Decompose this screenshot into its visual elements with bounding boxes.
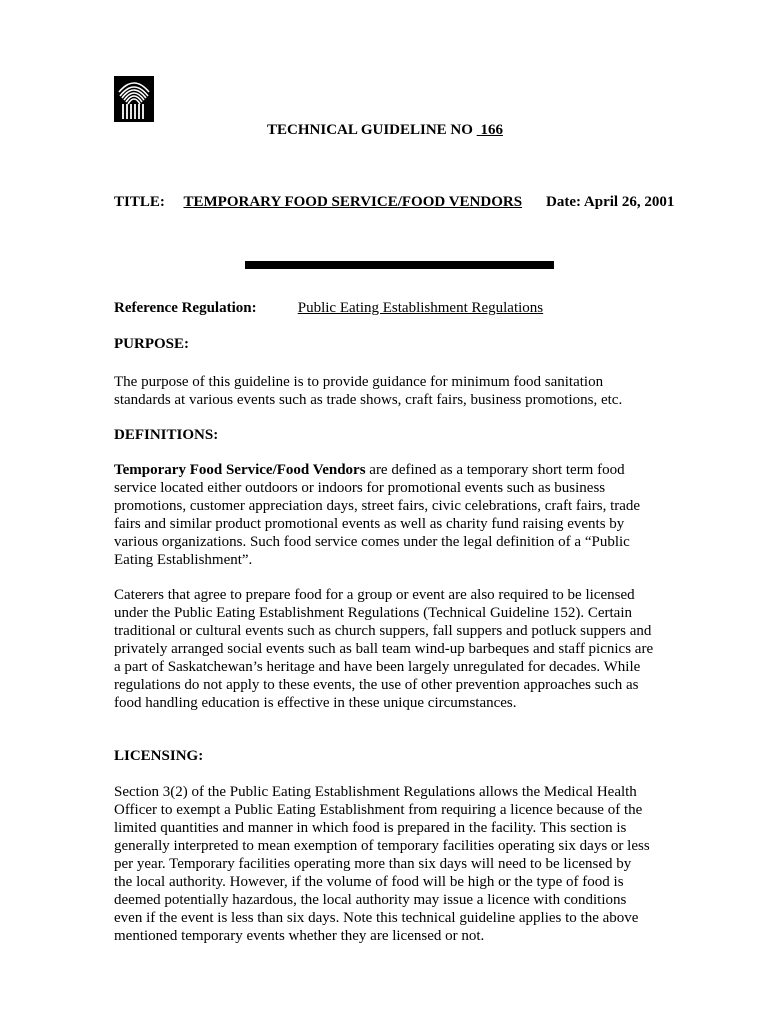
purpose-line: The purpose of this guideline is to provide guidance for minimum food sanitation [114,374,604,390]
caterers-line: traditional or cultural events such as church suppers, fall suppers and potluck suppers and [114,623,652,639]
purpose-heading: PURPOSE: [114,336,189,352]
definitions-first-line-rest: are defined as a temporary short term food [365,462,625,478]
separator-bar [245,261,554,269]
licensing-line: generally interpreted to mean exemption of temporary facilities operating six days or less [114,838,650,854]
definitions-line: various organizations. Such food service comes under the legal definition of a “Public [114,534,630,550]
reference-regulation-row [114,300,543,317]
document-date: Date: April 26, 2001 [546,194,675,210]
guideline-heading [0,122,770,139]
caterers-line: food handling education is effective in these unique circumstances. [114,695,517,711]
definitions-line: service located either outdoors or indoors for promotional events such as business [114,480,606,496]
title-row [114,194,684,211]
definitions-line: promotions, customer appreciation days, street fairs, civic celebrations, craft fairs, trade [114,498,641,514]
licensing-line: per year. Temporary facilities operating more than six days will need to be licensed by [114,856,632,872]
licensing-line: the local authority. However, if the volume of food will be high or the type of food is [114,874,624,890]
caterers-line: Caterers that agree to prepare food for a group or event are also required to be licensed [114,587,635,603]
caterers-line: under the Public Eating Establishment Regulations (Technical Guideline 152). Certain [114,605,632,621]
licensing-line: limited quantities and manner in which food is prepared in the facility. This section is [114,820,627,836]
definitions-line: fairs and similar product promotional events as well as charity fund raising events by [114,516,625,532]
definitions-first-line [114,461,662,479]
licensing-line: mentioned temporary events whether they are licensed or not. [114,928,485,944]
guideline-number: 166 [480,122,503,138]
defined-term: Temporary Food Service/Food Vendors [114,462,366,478]
caterers-line: privately arranged social events such as ball team wind-up barbeques and staff picnics are [114,641,654,657]
document-title: TEMPORARY FOOD SERVICE/FOOD VENDORS [183,194,523,210]
definitions-heading: DEFINITIONS: [114,427,219,443]
definitions-line: Eating Establishment”. [114,552,253,568]
wheat-sheaf-graphic [114,76,154,122]
licensing-line: deemed potentially hazardous, the local authority may issue a licence with conditions [114,892,627,908]
guideline-heading-prefix: TECHNICAL GUIDELINE NO [267,122,473,138]
caterers-line: a part of Saskatchewan’s heritage and have been largely unregulated for decades. While [114,659,641,675]
caterers-paragraph [114,586,662,712]
licensing-paragraph [114,783,662,945]
licensing-heading: LICENSING: [114,748,204,764]
definitions-paragraph [114,461,662,569]
licensing-line: even if the event is less than six days. Note this technical guideline applies to the above [114,910,639,926]
caterers-line: regulations do not apply to these events, the use of other prevention approaches such as [114,677,639,693]
reference-regulation-label: Reference Regulation: [114,300,257,316]
licensing-line: Officer to exempt a Public Eating Establishment from requiring a licence because of the [114,802,643,818]
wheat-sheaf-logo-icon [114,76,154,122]
reference-regulation-value: Public Eating Establishment Regulations [297,300,544,316]
licensing-line: Section 3(2) of the Public Eating Establishment Regulations allows the Medical Health [114,784,637,800]
purpose-paragraph [114,373,662,409]
purpose-line: standards at various events such as trade shows, craft fairs, business promotions, etc. [114,392,623,408]
title-label: TITLE: [114,194,165,210]
